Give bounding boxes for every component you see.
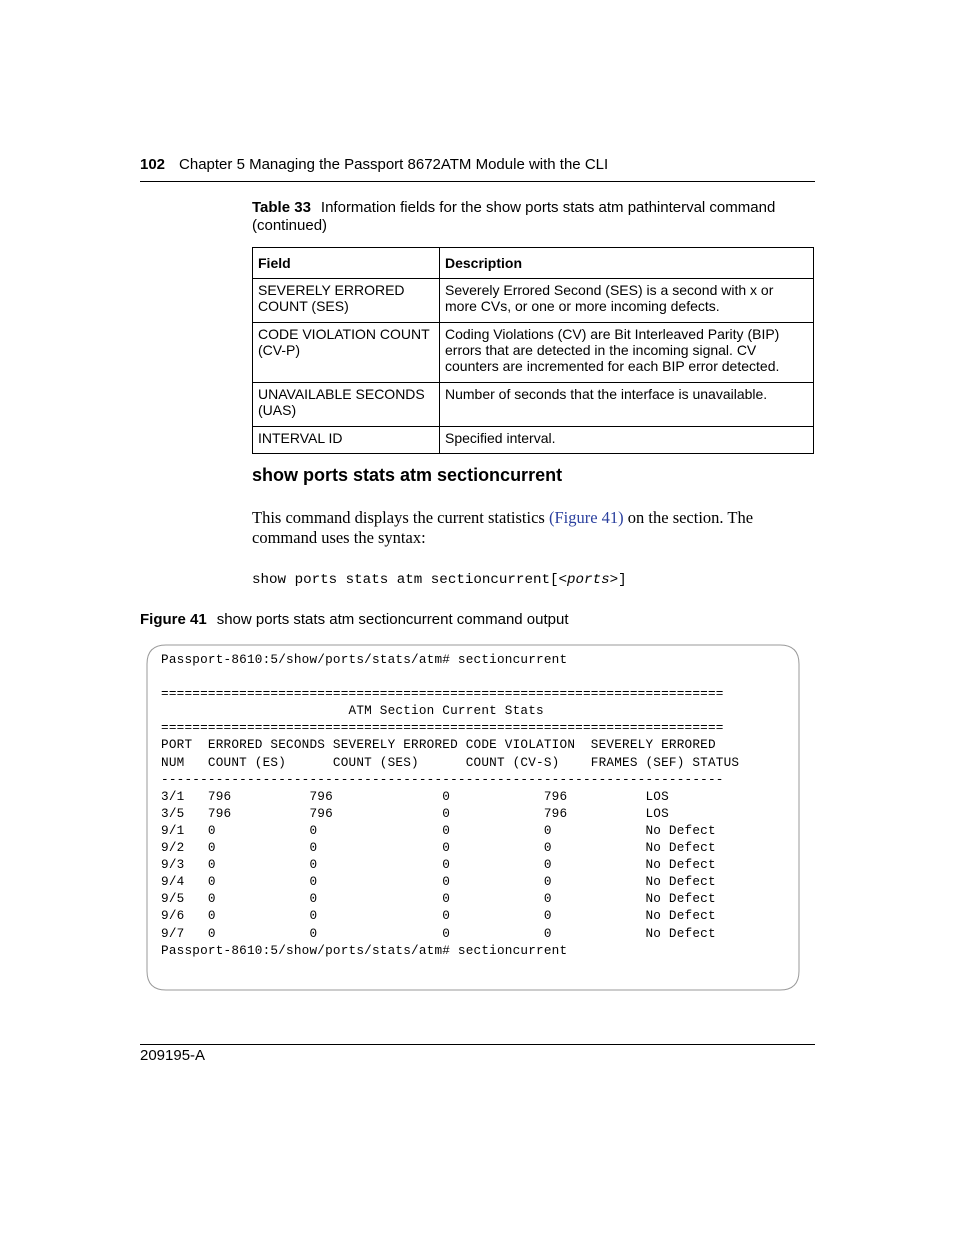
figure-caption <box>140 611 569 628</box>
description-cell: Number of seconds that the interface is unavailable. <box>440 383 814 427</box>
table-header-row <box>253 248 814 279</box>
syntax-open: [< <box>550 572 568 588</box>
para-text-after: on the section. The command uses the syntax: <box>252 508 754 547</box>
description-cell: Severely Errored Second (SES) is a second with x or more CVs, or one or more incoming defects. <box>440 279 814 323</box>
table-row <box>253 279 814 323</box>
info-fields-table <box>252 247 814 454</box>
page-header <box>140 156 815 173</box>
document-number: 209195-A <box>140 1047 206 1064</box>
page-number: 102 <box>140 156 166 173</box>
para-text-before: This command displays the current statistics <box>252 508 549 527</box>
description-cell: Coding Violations (CV) are Bit Interleaved Parity (BIP) errors that are detected in the incoming signal. CV counters are incremented for each BIP error detected. <box>440 323 814 383</box>
syntax-argument: ports <box>567 572 610 588</box>
field-cell: INTERVAL ID <box>253 427 440 454</box>
header-description: Description <box>440 248 814 279</box>
table-caption <box>252 199 812 235</box>
footer-rule <box>140 1044 815 1045</box>
table-label: Table 33 <box>252 199 311 216</box>
body-paragraph <box>252 508 812 548</box>
table-row <box>253 323 814 383</box>
field-cell: UNAVAILABLE SECONDS (UAS) <box>253 383 440 427</box>
table-caption-text: Information fields for the show ports stats atm pathinterval command (continued) <box>252 199 776 234</box>
command-syntax <box>252 572 627 588</box>
figure-label: Figure 41 <box>140 611 207 628</box>
chapter-title: Chapter 5 Managing the Passport 8672ATM Module with the CLI <box>179 156 609 173</box>
syntax-close: >] <box>609 572 627 588</box>
figure-caption-text: show ports stats atm sectioncurrent command output <box>216 611 569 628</box>
terminal-output: Passport-8610:5/show/ports/stats/atm# sectioncurrent ======================================================================== ATM Section Current Stats ======================================================================== PORT ERRORED SECONDS SEVERELY ERRORED CODE VIOLATION SEVERELY ERRORED NUM COUNT (ES) COUNT (SES) COUNT (CV-S) FRAMES (SEF) STATUS ------------------------------------------------------------------------ 3/1 796 796 0 796 LOS 3/5 796 796 0 796 LOS 9/1 0 0 0 0 No Defect 9/2 0 0 0 0 No Defect 9/3 0 0 0 0 No Defect 9/4 0 0 0 0 No Defect 9/5 0 0 0 0 No Defect 9/6 0 0 0 0 No Defect 9/7 0 0 0 0 No Defect Passport-8610:5/show/ports/stats/atm# sectioncurrent <box>161 652 740 958</box>
header-rule <box>140 181 815 182</box>
table-row <box>253 427 814 454</box>
figure-link[interactable]: (Figure 41) <box>548 508 624 527</box>
field-cell: CODE VIOLATION COUNT (CV-P) <box>253 323 440 383</box>
syntax-command: show ports stats atm sectioncurrent <box>252 572 550 588</box>
field-cell: SEVERELY ERRORED COUNT (SES) <box>253 279 440 323</box>
description-cell: Specified interval. <box>440 427 814 454</box>
header-field: Field <box>253 248 440 279</box>
table-row <box>253 383 814 427</box>
section-heading: show ports stats atm sectioncurrent <box>252 465 563 485</box>
